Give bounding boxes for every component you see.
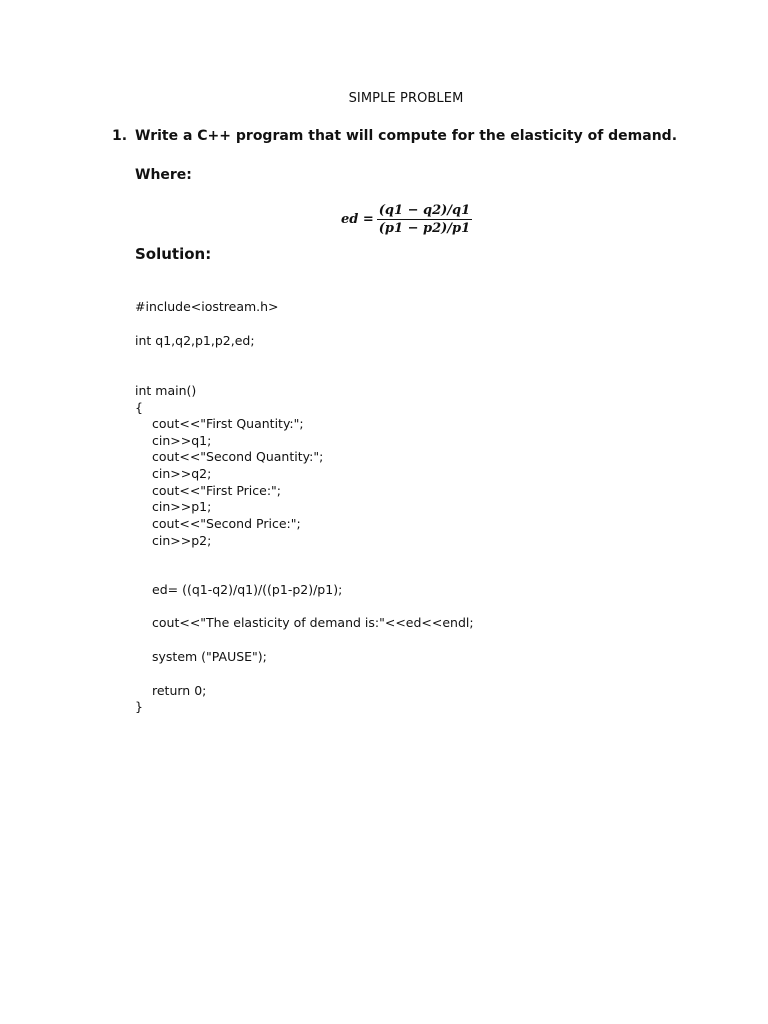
code-line-close-brace: } <box>135 699 143 714</box>
code-line-body: cout<<"Second Quantity:"; <box>152 449 324 464</box>
formula-denominator: (p1 − p2)/p1 <box>378 221 471 236</box>
solution-label: Solution: <box>135 245 212 263</box>
code-line-declaration: int q1,q2,p1,p2,ed; <box>135 333 255 348</box>
code-line-open-brace: { <box>135 400 143 415</box>
code-line-include: #include<iostream.h> <box>135 299 279 314</box>
code-line-body: cin>>p1; <box>152 499 212 514</box>
code-line-body: cout<<"Second Price:"; <box>152 516 301 531</box>
formula-fraction <box>377 203 472 236</box>
code-line-body: cin>>q2; <box>152 466 212 481</box>
code-line-pause: system ("PAUSE"); <box>152 649 267 664</box>
formula-numerator: (q1 − q2)/q1 <box>378 203 471 218</box>
code-line-body: cin>>q1; <box>152 433 212 448</box>
code-line-main-signature: int main() <box>135 383 197 398</box>
code-line-return: return 0; <box>152 683 207 698</box>
code-line-body: cout<<"First Price:"; <box>152 483 281 498</box>
code-line-body: cin>>p2; <box>152 533 212 548</box>
where-label: Where: <box>135 167 192 183</box>
elasticity-formula <box>341 203 472 236</box>
question-text: Write a C++ program that will compute for the elasticity of demand. <box>135 128 678 144</box>
code-line-compute: ed= ((q1-q2)/q1)/((p1-p2)/p1); <box>152 582 343 597</box>
page-title: SIMPLE PROBLEM <box>348 91 464 106</box>
question-number: 1. <box>112 128 128 144</box>
code-line-output: cout<<"The elasticity of demand is:"<<ed<<endl; <box>152 615 474 630</box>
code-line-body: cout<<"First Quantity:"; <box>152 416 304 431</box>
formula-lhs: ed = <box>341 212 374 227</box>
